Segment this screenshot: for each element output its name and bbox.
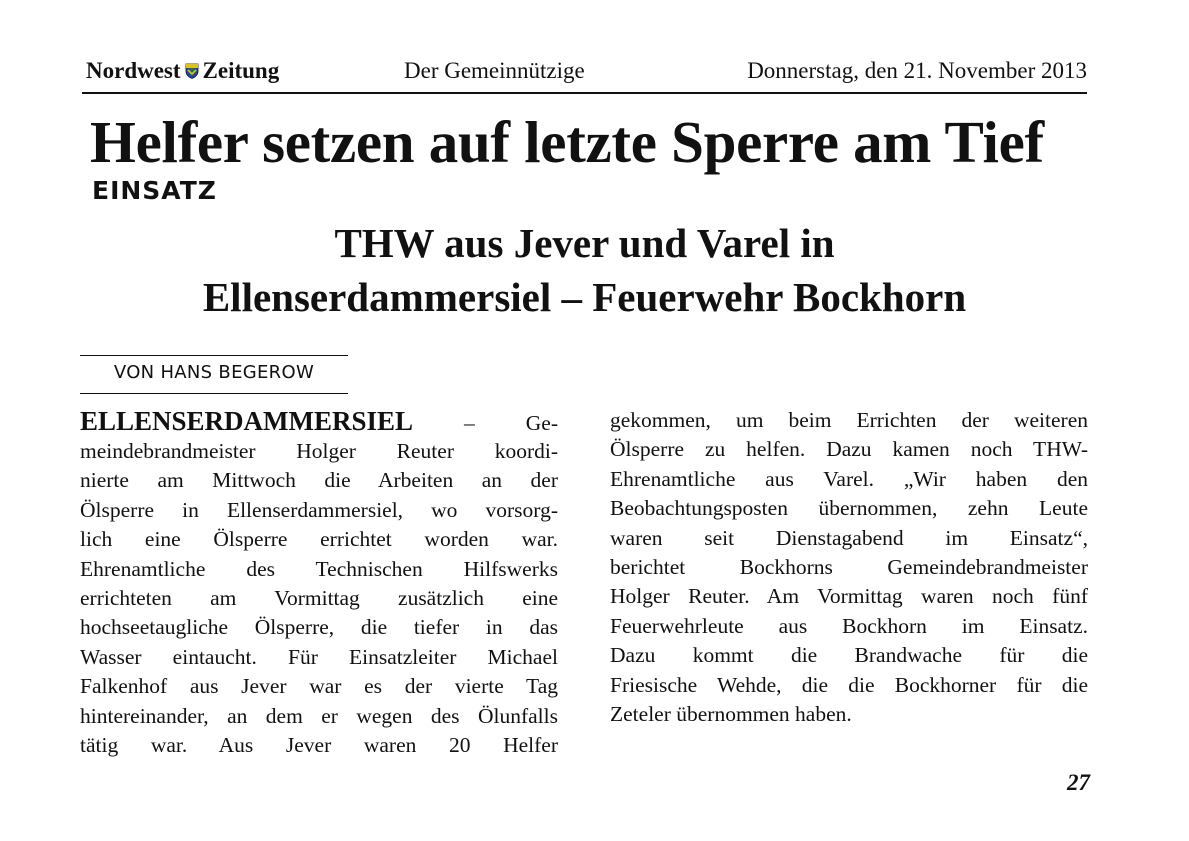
byline-rule-bottom	[80, 393, 348, 394]
headline: Helfer setzen auf letzte Sperre am Tief	[90, 109, 1044, 175]
article-column-2	[610, 406, 1088, 729]
byline: VON HANS BEGEROW	[113, 362, 315, 383]
article-line: waren seit Dienstagabend im Einsatz“,	[610, 525, 1088, 550]
article-line: berichtet Bockhorns Gemeindebrandmeister	[610, 554, 1088, 579]
article-line: Wasser eintaucht. Für Einsatzleiter Michael	[80, 644, 558, 669]
byline-rule-top	[80, 355, 348, 356]
subheadline	[82, 216, 1087, 324]
article-line: Zeteler übernommen haben.	[610, 701, 852, 726]
article-column-1	[80, 407, 558, 760]
newspaper-name	[86, 58, 279, 84]
article-line: nierte am Mittwoch die Arbeiten an der	[80, 468, 558, 493]
coat-of-arms-icon	[185, 63, 199, 79]
article-line: gekommen, um beim Errichten der weiteren	[610, 408, 1088, 432]
article-line: lich eine Ölsperre errichtet worden war.	[80, 527, 558, 552]
article-line: Falkenhof aus Jever war es der vierte Tag	[80, 674, 558, 699]
article-line: Feuerwehrleute aus Bockhorn im Einsatz.	[610, 613, 1088, 638]
article-line: tätig war. Aus Jever waren 20 Helfer	[80, 732, 558, 757]
article-line: Ehrenamtliche des Technischen Hilfswerks	[80, 556, 558, 581]
article-line: hochseetaugliche Ölsperre, die tiefer in das	[80, 615, 558, 640]
subheadline-line: Ellenserdammersiel – Feuerwehr Bockhorn	[202, 274, 967, 320]
subheadline-line: THW aus Jever und Varel in	[334, 220, 835, 266]
article-line: Dazu kommt die Brandwache für die	[610, 643, 1088, 668]
kicker: EINSATZ	[92, 176, 217, 205]
article-line: Holger Reuter. Am Vormittag waren noch fünf	[610, 584, 1088, 609]
edition-name: Der Gemeinnützige	[404, 58, 585, 83]
dateline: ELLENSERDAMMERSIEL	[80, 406, 414, 436]
article-line	[80, 407, 558, 437]
article-line: Ölsperre zu helfen. Dazu kamen noch THW-	[610, 437, 1088, 462]
article-line: hintereinander, an dem er wegen des Ölunfalls	[80, 703, 558, 728]
issue-date: Donnerstag, den 21. November 2013	[747, 58, 1087, 83]
newspaper-name-part2: Zeitung	[202, 58, 280, 83]
article-line: Friesische Wehde, die die Bockhorner für die	[610, 672, 1088, 697]
masthead	[82, 58, 1087, 94]
article-line: Ölsperre in Ellenserdammersiel, wo vorsorg-	[80, 497, 558, 522]
page-number: 27	[1067, 770, 1090, 795]
article-line: Ehrenamtliche aus Varel. „Wir haben den	[610, 466, 1088, 491]
article-line: meindebrandmeister Holger Reuter koordi-	[80, 439, 558, 463]
article-line-text: – Ge-	[413, 411, 558, 435]
article-line: Beobachtungsposten übernommen, zehn Leute	[610, 496, 1088, 521]
article-line: errichteten am Vormittag zusätzlich eine	[80, 585, 558, 610]
newspaper-name-part1: Nordwest	[86, 58, 181, 83]
